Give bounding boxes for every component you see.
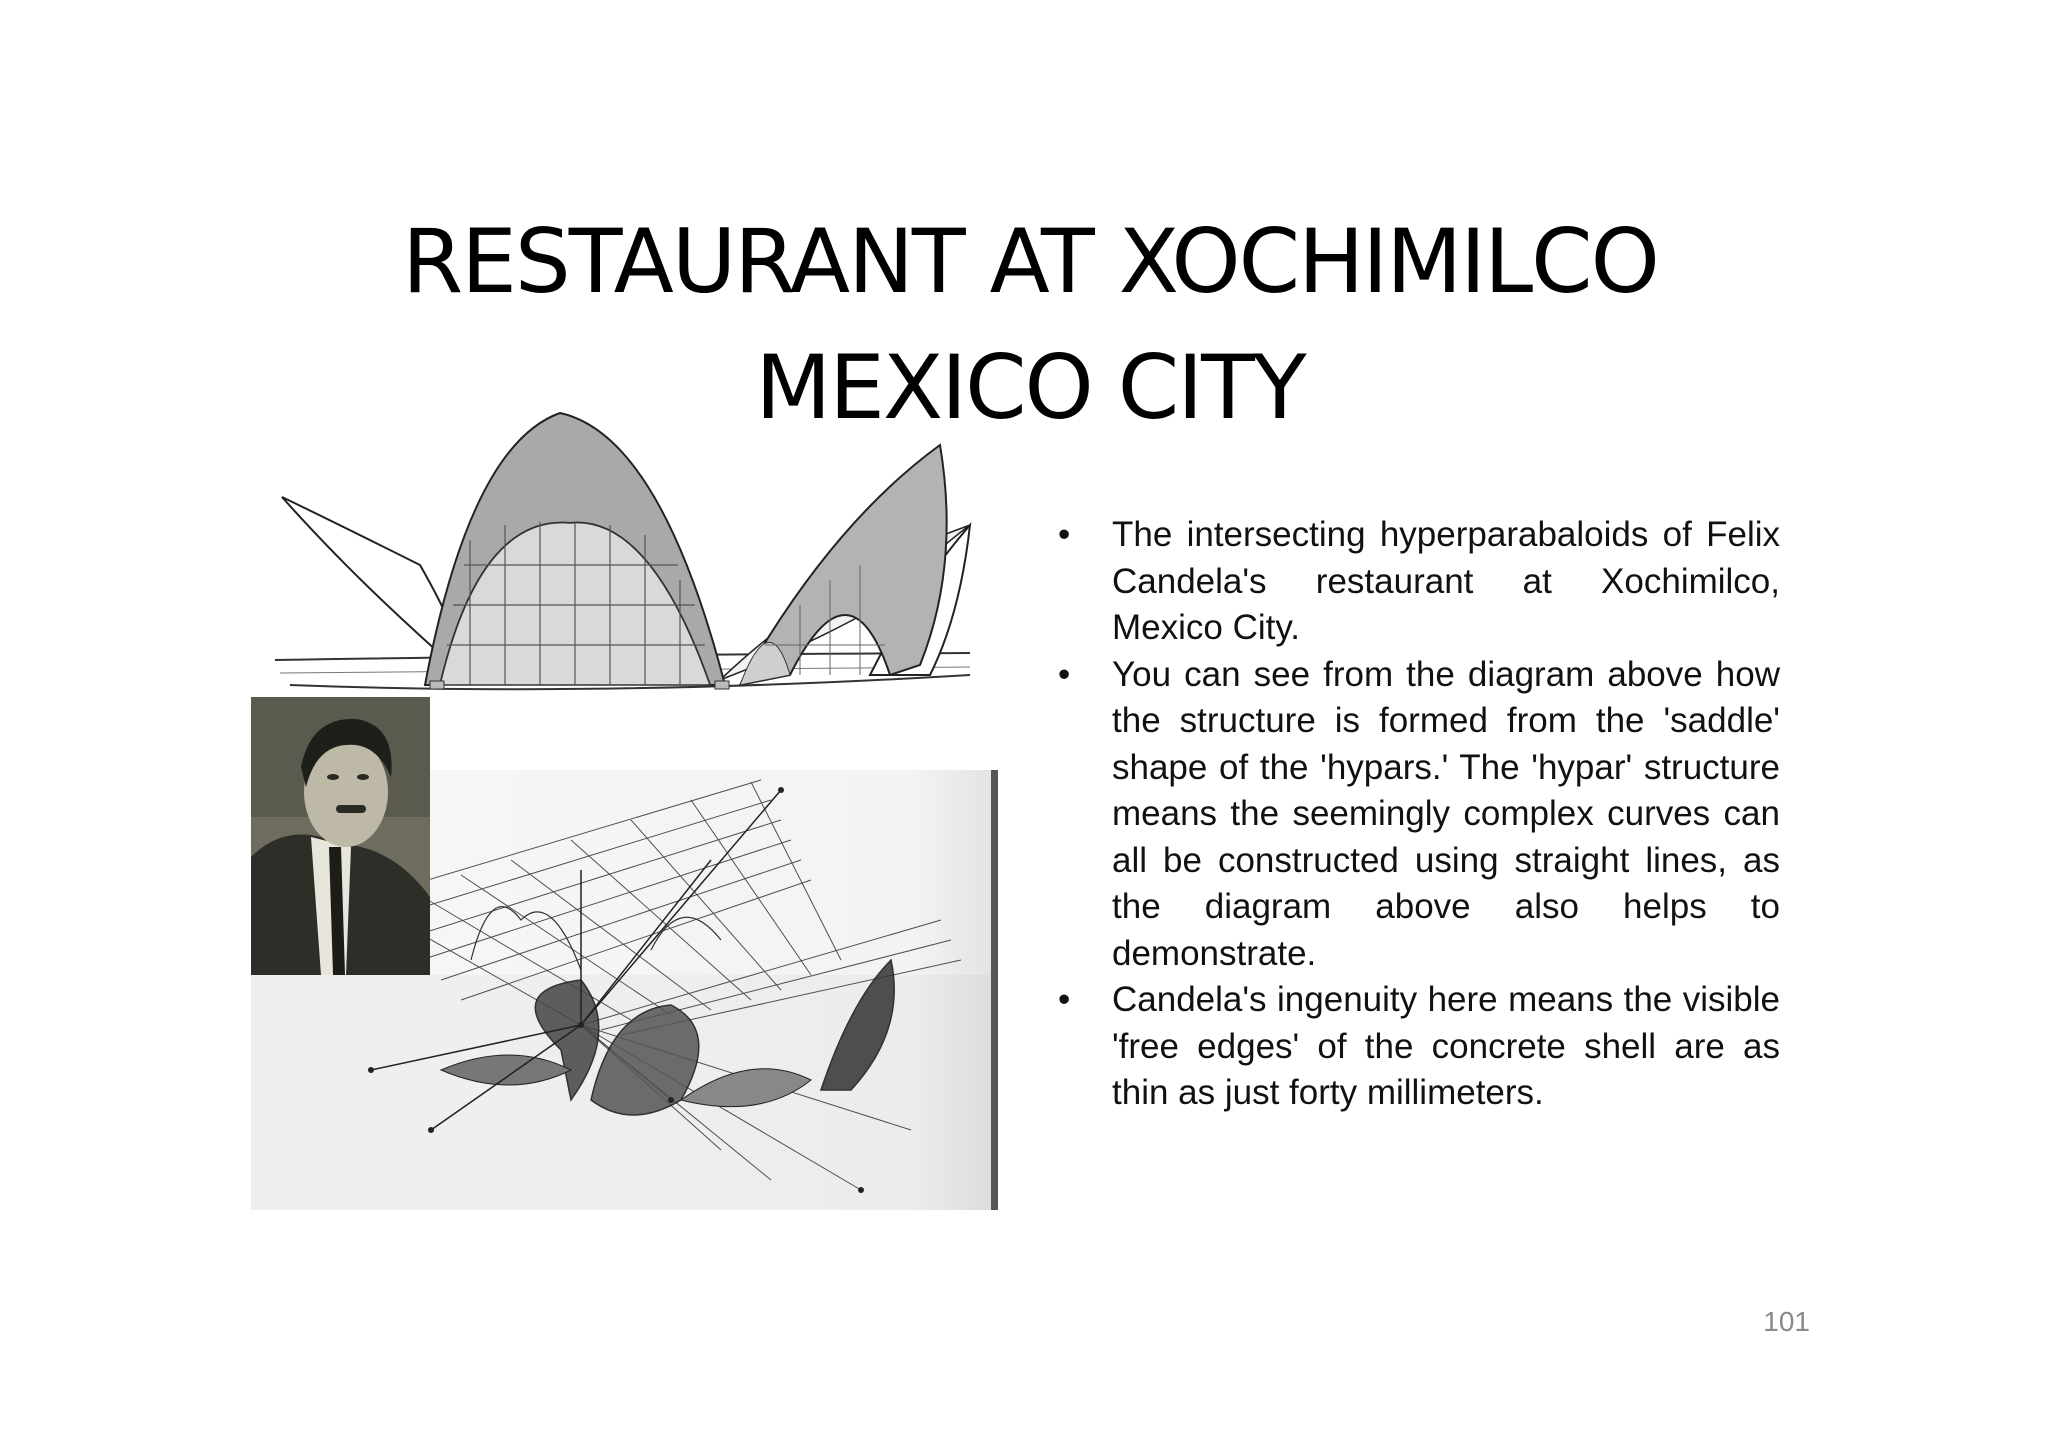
- title-line-1: RESTAURANT AT XOCHIMILCO: [402, 209, 1658, 313]
- bullet-marker: •: [1058, 515, 1071, 554]
- bullet-marker: •: [1058, 654, 1071, 694]
- title-line-2: MEXICO CITY: [755, 335, 1305, 439]
- felix-candela-portrait: [251, 697, 430, 975]
- restaurant-elevation-drawing: [270, 405, 980, 705]
- bullet-item: [1058, 977, 1780, 1117]
- bullet-text: The intersecting hyperparabaloids of Felix Candela's restaurant at Xochimilco, Mexico City.: [1112, 515, 1780, 647]
- bullet-item: [1058, 652, 1780, 978]
- bullet-text: You can see from the diagram above how the structure is formed from the 'saddle' shape of the 'hypars.' The 'hypar' structure means the seemingly complex curves can all be constructed using straight lines, as the diagram above also helps to demonstrate.: [1112, 654, 1780, 973]
- bullet-list: [1058, 512, 1780, 1117]
- bullet-text: Candela's ingenuity here means the visible 'free edges' of the concrete shell are as thin as just forty millimeters.: [1112, 980, 1780, 1112]
- bullet-marker: •: [1058, 980, 1071, 1019]
- bullet-item: [1058, 512, 1780, 652]
- page-number: 101: [1763, 1306, 1810, 1337]
